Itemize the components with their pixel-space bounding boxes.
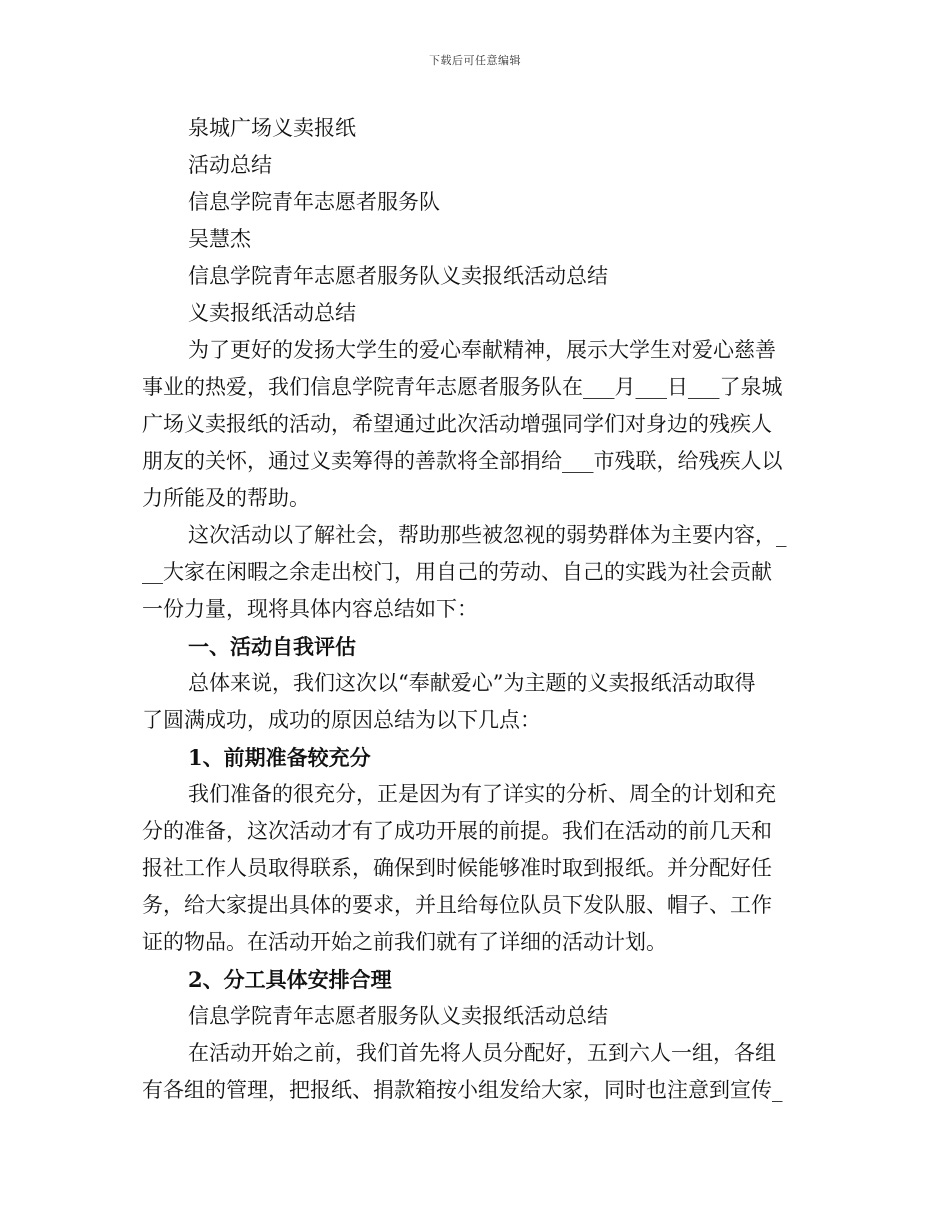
subsection-heading: 1、前期准备较充分 xyxy=(188,745,371,770)
paragraph-line: 务，给大家提出具体的要求，并且给每位队员下发队服、帽子、工作 xyxy=(142,893,772,917)
paragraph-line: 总体来说，我们这次以“奉献爱心”为主题的义卖报纸活动取得 xyxy=(188,671,756,695)
paragraph-line: 一份力量，现将具体内容总结如下： xyxy=(142,597,478,621)
paragraph-line: 我们准备的很充分，正是因为有了详实的分析、周全的计划和充 xyxy=(188,782,776,806)
document-body xyxy=(142,110,810,1109)
paragraph-line: 这次活动以了解社会，帮助那些被忽视的弱势群体为主要内容，_ xyxy=(188,523,787,547)
paragraph-line: 力所能及的帮助。 xyxy=(142,486,310,510)
paragraph-line: __大家在闲暇之余走出校门，用自己的劳动、自己的实践为社会贡献 xyxy=(142,560,772,584)
doc-full-title: 信息学院青年志愿者服务队义卖报纸活动总结 xyxy=(188,264,608,288)
subsection-heading: 2、分工具体安排合理 xyxy=(188,967,392,992)
page-header-note: 下载后可任意编辑 xyxy=(429,54,521,67)
paragraph-line: 有各组的管理，把报纸、捐款箱按小组发给大家，同时也注意到宣传_ xyxy=(142,1078,783,1102)
doc-author: 吴慧杰 xyxy=(188,227,251,251)
doc-title-location: 泉城广场义卖报纸 xyxy=(188,116,356,140)
paragraph-line: 分的准备，这次活动才有了成功开展的前提。我们在活动的前几天和 xyxy=(142,819,772,843)
doc-title-type: 活动总结 xyxy=(188,153,272,177)
paragraph-line: 朋友的关怀，通过义卖筹得的善款将全部捐给___市残联，给残疾人以 xyxy=(142,449,783,473)
section-heading: 一、活动自我评估 xyxy=(188,634,356,659)
paragraph-line: 在活动开始之前，我们首先将人员分配好，五到六人一组，各组 xyxy=(188,1041,776,1065)
paragraph-line: 了圆满成功，成功的原因总结为以下几点： xyxy=(142,708,541,732)
doc-organization: 信息学院青年志愿者服务队 xyxy=(188,190,440,214)
paragraph-line: 证的物品。在活动开始之前我们就有了详细的活动计划。 xyxy=(142,930,667,954)
paragraph-line: 事业的热爱，我们信息学院青年志愿者服务队在___月___日___了泉城 xyxy=(142,375,783,399)
paragraph-line: 报社工作人员取得联系，确保到时候能够准时取到报纸。并分配好任 xyxy=(142,856,772,880)
paragraph-line: 广场义卖报纸的活动，希望通过此次活动增强同学们对身边的残疾人 xyxy=(142,412,772,436)
repeated-title-line: 信息学院青年志愿者服务队义卖报纸活动总结 xyxy=(188,1004,608,1028)
doc-subtitle: 义卖报纸活动总结 xyxy=(188,301,356,325)
paragraph-line: 为了更好的发扬大学生的爱心奉献精神，展示大学生对爱心慈善 xyxy=(188,338,776,362)
